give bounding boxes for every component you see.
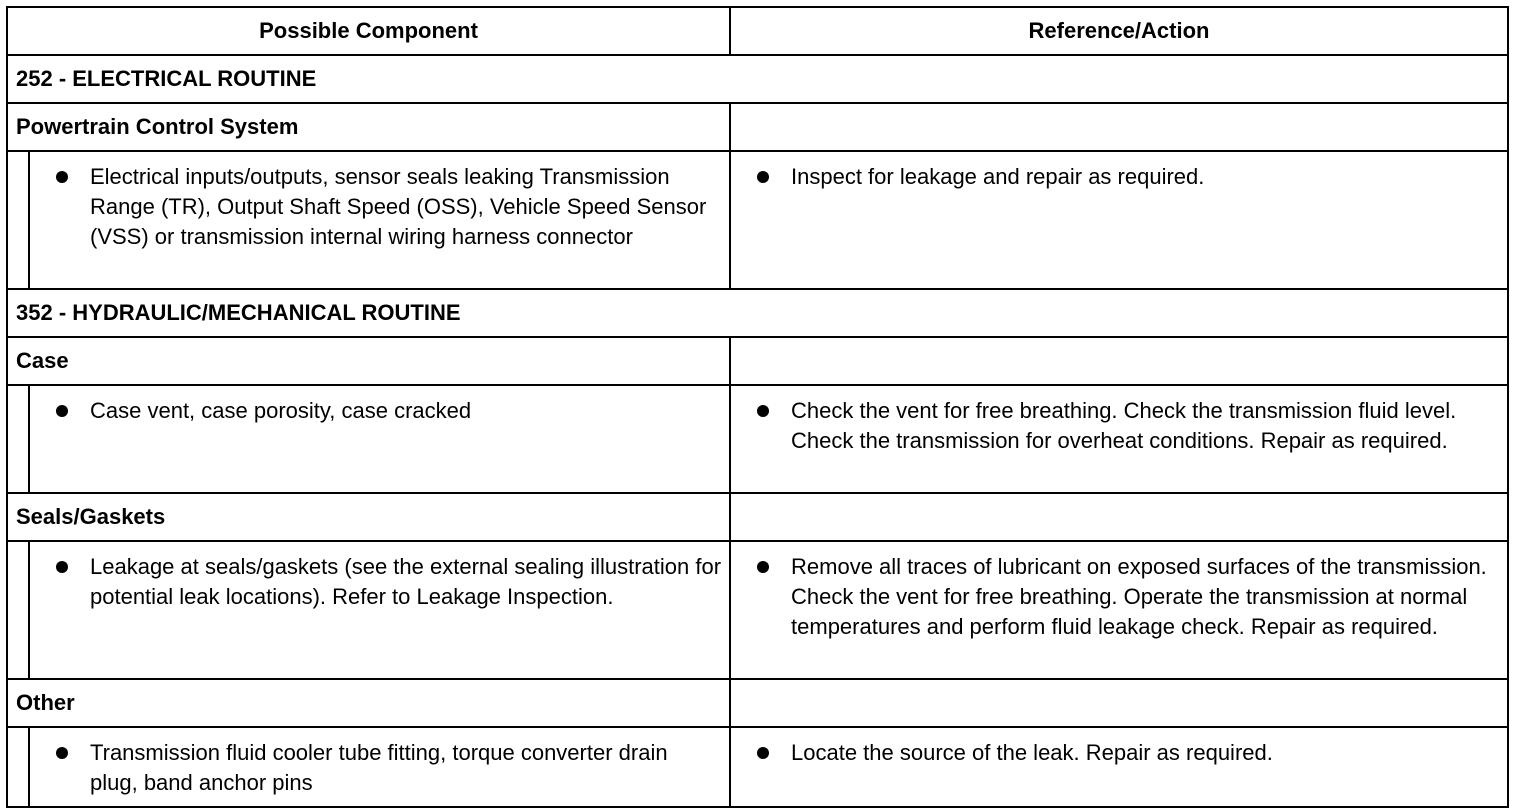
action-text: Check the vent for free breathing. Check the transmission fluid level. Check the transmission for overheat conditions. Repair as required. [791,398,1457,453]
diagnostic-table [6,6,1509,808]
bullet-icon [757,747,769,759]
bullet-icon [757,171,769,183]
bullet-icon [757,405,769,417]
table-row [7,385,1508,493]
group-label: Seals/Gaskets [7,493,730,541]
indent-cell [7,385,29,493]
bullet-icon [56,405,68,417]
indent-cell [7,727,29,807]
group-label-empty-cell [730,337,1508,385]
action-text: Inspect for leakage and repair as required. [791,164,1205,189]
bullet-icon [56,171,68,183]
action-cell [730,385,1508,493]
column-header-component: Possible Component [7,7,730,55]
table-row [7,727,1508,807]
action-cell [730,151,1508,289]
group-label-empty-cell [730,493,1508,541]
action-cell [730,541,1508,679]
group-row [7,679,1508,727]
group-label: Powertrain Control System [7,103,730,151]
action-cell [730,727,1508,807]
group-row [7,493,1508,541]
group-label-empty-cell [730,679,1508,727]
component-text: Electrical inputs/outputs, sensor seals leaking Transmission Range (TR), Output Shaft Speed (OSS), Vehicle Speed Sensor (VSS) or transmission internal wiring harness connector [90,164,707,249]
indent-cell [7,541,29,679]
component-cell [29,541,730,679]
group-label: Case [7,337,730,385]
table-row [7,541,1508,679]
table-header-row [7,7,1508,55]
bullet-icon [56,747,68,759]
table-row [7,151,1508,289]
indent-cell [7,151,29,289]
component-cell [29,151,730,289]
column-header-reference: Reference/Action [730,7,1508,55]
component-cell [29,385,730,493]
bullet-icon [757,561,769,573]
section-title: 252 - ELECTRICAL ROUTINE [7,55,1508,103]
group-label-empty-cell [730,103,1508,151]
action-text: Locate the source of the leak. Repair as required. [791,740,1273,765]
group-label: Other [7,679,730,727]
component-text: Leakage at seals/gaskets (see the external sealing illustration for potential leak locations). Refer to Leakage Inspection. [90,554,722,609]
component-text: Transmission fluid cooler tube fitting, torque converter drain plug, band anchor pins [90,740,668,795]
section-title: 352 - HYDRAULIC/MECHANICAL ROUTINE [7,289,1508,337]
group-row [7,103,1508,151]
component-cell [29,727,730,807]
action-text: Remove all traces of lubricant on exposed surfaces of the transmission. Check the vent for free breathing. Operate the transmission at normal temperatures and perform fluid leakage check. Repair as required. [791,554,1487,639]
bullet-icon [56,561,68,573]
section-row [7,289,1508,337]
section-row [7,55,1508,103]
group-row [7,337,1508,385]
component-text: Case vent, case porosity, case cracked [90,398,472,423]
